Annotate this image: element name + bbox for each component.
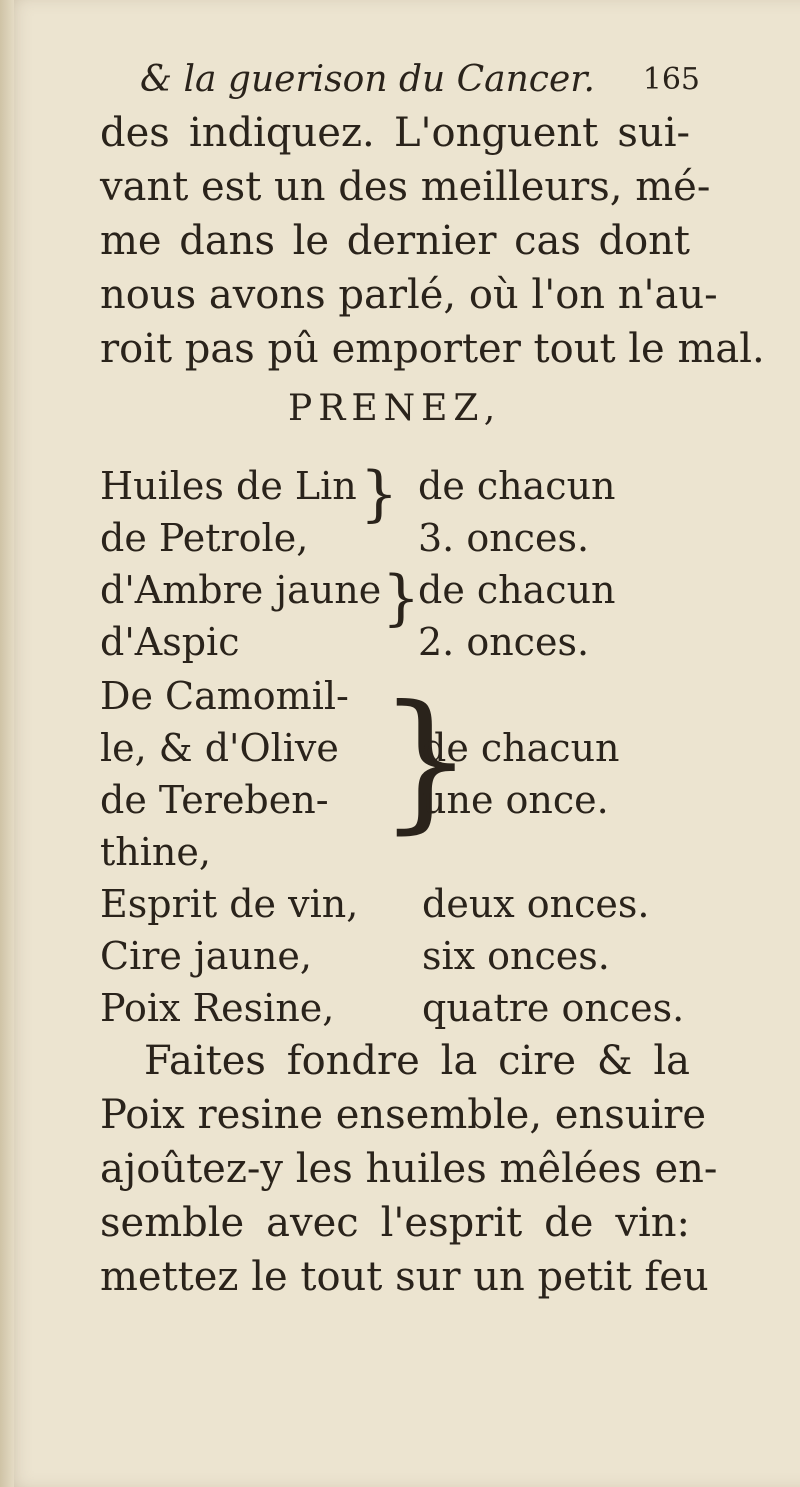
text-line: roit pas pû emporter tout le mal. (100, 326, 765, 372)
text-line: mettez le tout sur un petit feu (100, 1254, 709, 1300)
text-line: Poix resine ensemble, ensuire (100, 1092, 707, 1138)
closing-paragraph (100, 1034, 718, 1304)
brace-symbol: } (378, 674, 474, 848)
quantity: quatre onces. (422, 986, 685, 1030)
intro-paragraph (100, 106, 765, 376)
ingredient: Cire jaune, (100, 934, 312, 978)
text-line: nous avons parlé, où l'on n'au- (100, 272, 718, 318)
quantity: de chacun (418, 464, 616, 508)
quantity: 2. onces. (418, 620, 590, 664)
ingredient: le, & d'Olive (100, 726, 339, 770)
brace-symbol: } (382, 563, 421, 633)
running-head-title: & la guerison du Cancer. (140, 59, 595, 100)
recipe-heading: PRENEZ, (288, 388, 502, 429)
text-line: me dans le dernier cas dont (100, 218, 690, 264)
text-line: Faites fondre la cire & la (144, 1038, 690, 1084)
ingredient: d'Ambre jaune (100, 568, 382, 612)
ingredient: Huiles de Lin (100, 464, 357, 508)
ingredient: Esprit de vin, (100, 882, 359, 926)
ingredient: De Camomil- (100, 674, 349, 718)
text-line: ajoûtez-y les huiles mêlées en- (100, 1146, 718, 1192)
quantity: 3. onces. (418, 516, 590, 560)
ingredient: thine, (100, 830, 211, 874)
text-line: semble avec l'esprit de vin: (100, 1200, 690, 1246)
page-gutter (0, 0, 14, 1487)
quantity: de chacun (418, 568, 616, 612)
text-line: vant est un des meilleurs, mé- (100, 164, 711, 210)
ingredient: de Petrole, (100, 516, 309, 560)
ingredient: de Tereben- (100, 778, 329, 822)
brace-symbol: } (360, 459, 399, 529)
quantity: deux onces. (422, 882, 650, 926)
ingredient: d'Aspic (100, 620, 240, 664)
page-number: 165 (642, 62, 700, 97)
quantity: de chacun (422, 726, 620, 770)
quantity: six onces. (422, 934, 610, 978)
text-line: des indiquez. L'onguent sui- (100, 110, 690, 156)
quantity: une once. (422, 778, 609, 822)
running-head (140, 58, 700, 102)
ingredient: Poix Resine, (100, 986, 335, 1030)
